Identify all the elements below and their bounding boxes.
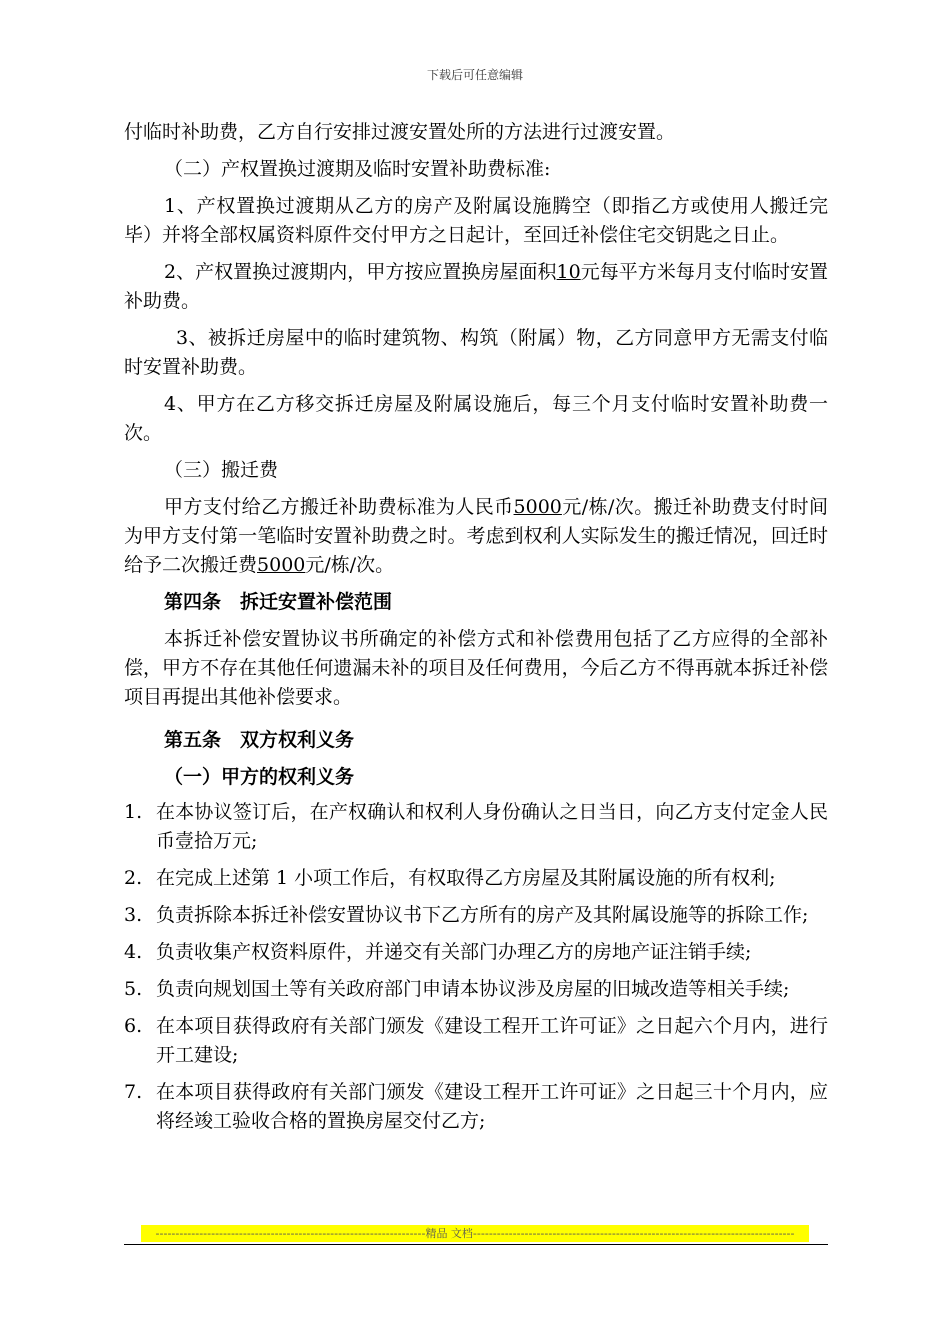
list-item-number: 5. (124, 978, 143, 1000)
moving-fee-text-2: 元/栋/次。搬迁补助费支付时间为甲方支付第一笔临时安置补助费之时。考虑到权利人实际发生的搬迁情况，回迁时给予二次搬迁费 (124, 496, 828, 576)
clause-subsidy-rate (124, 258, 828, 316)
list-item (124, 938, 828, 967)
list-item (124, 901, 828, 930)
list-item-text: 负责向规划国土等有关政府部门申请本协议涉及房屋的旧城改造等相关手续; (156, 978, 790, 1000)
footer-banner: --------------------------------------------------------------------精品 文档--------------------------------------------------------------------------------- (141, 1225, 809, 1242)
list-item (124, 864, 828, 893)
list-item-number: 2. (124, 867, 143, 889)
list-item-number: 1. (124, 801, 143, 823)
list-item-text: 在本项目获得政府有关部门颁发《建设工程开工许可证》之日起六个月内，进行开工建设; (156, 1015, 828, 1066)
clause-payment-frequency: 4、甲方在乙方移交拆迁房屋及附属设施后，每三个月支付临时安置补助费一次。 (124, 393, 828, 444)
article-four-heading: 第四条 拆迁安置补偿范围 (164, 591, 393, 613)
list-item-text: 负责收集产权资料原件，并递交有关部门办理乙方的房地产证注销手续; (156, 941, 752, 963)
list-item-number: 6. (124, 1015, 143, 1037)
paragraph-transition-method: 付临时补助费，乙方自行安排过渡安置处所的方法进行过渡安置。 (124, 121, 676, 143)
clause-subsidy-rate-text-end: 元每平方米每月支付临时安置补助费。 (124, 261, 828, 312)
list-item-number: 7. (124, 1081, 143, 1103)
section-three-title: （三）搬迁费 (164, 459, 279, 481)
list-item-text: 在完成上述第 1 小项工作后，有权取得乙方房屋及其附属设施的所有权利; (156, 867, 776, 889)
article-five-heading: 第五条 双方权利义务 (164, 729, 355, 751)
list-item (124, 1012, 828, 1070)
list-item (124, 975, 828, 1004)
party-a-obligations-list (124, 798, 828, 1136)
moving-fee-text-1: 甲方支付给乙方搬迁补助费标准为人民币 (164, 496, 514, 518)
list-item-text: 在本项目获得政府有关部门颁发《建设工程开工许可证》之日起三十个月内，应将经竣工验收合格的置换房屋交付乙方; (156, 1081, 828, 1132)
clause-temporary-buildings: 3、被拆迁房屋中的临时建筑物、构筑（附属）物，乙方同意甲方无需支付临时安置补助费。 (124, 327, 828, 378)
list-item-number: 3. (124, 904, 143, 926)
list-item-text: 负责拆除本拆迁补偿安置协议书下乙方所有的房产及其附属设施等的拆除工作; (156, 904, 809, 926)
page-header: 下载后可任意编辑 (426, 68, 523, 82)
clause-subsidy-rate-text: 2、产权置换过渡期内，甲方按应置换房屋面积 (164, 261, 557, 283)
moving-fee-value-1: 5000 (513, 496, 562, 518)
subsidy-rate-value: 10 (556, 261, 581, 283)
clause-transition-period: 1、产权置换过渡期从乙方的房产及附属设施腾空（即指乙方或使用人搬迁完毕）并将全部权属资料原件交付甲方之日起计，至回迁补偿住宅交钥匙之日止。 (124, 195, 828, 246)
list-item (124, 798, 828, 856)
list-item-text: 在本协议签订后，在产权确认和权利人身份确认之日当日，向乙方支付定金人民币壹拾万元; (156, 801, 828, 852)
footer-divider (124, 1244, 828, 1245)
section-two-title: （二）产权置换过渡期及临时安置补助费标准: (164, 158, 551, 180)
list-item (124, 1078, 828, 1136)
article-four-body: 本拆迁补偿安置协议书所确定的补偿方式和补偿费用包括了乙方应得的全部补偿，甲方不存在其他任何遗漏未补的项目及任何费用，今后乙方不得再就本拆迁补偿项目再提出其他补偿要求。 (124, 628, 828, 708)
document-body (124, 118, 828, 1144)
list-item-number: 4. (124, 941, 143, 963)
party-a-rights-heading: （一）甲方的权利义务 (164, 766, 355, 788)
clause-moving-fee (124, 493, 828, 580)
moving-fee-text-3: 元/栋/次。 (305, 554, 395, 576)
moving-fee-value-2: 5000 (257, 554, 306, 576)
